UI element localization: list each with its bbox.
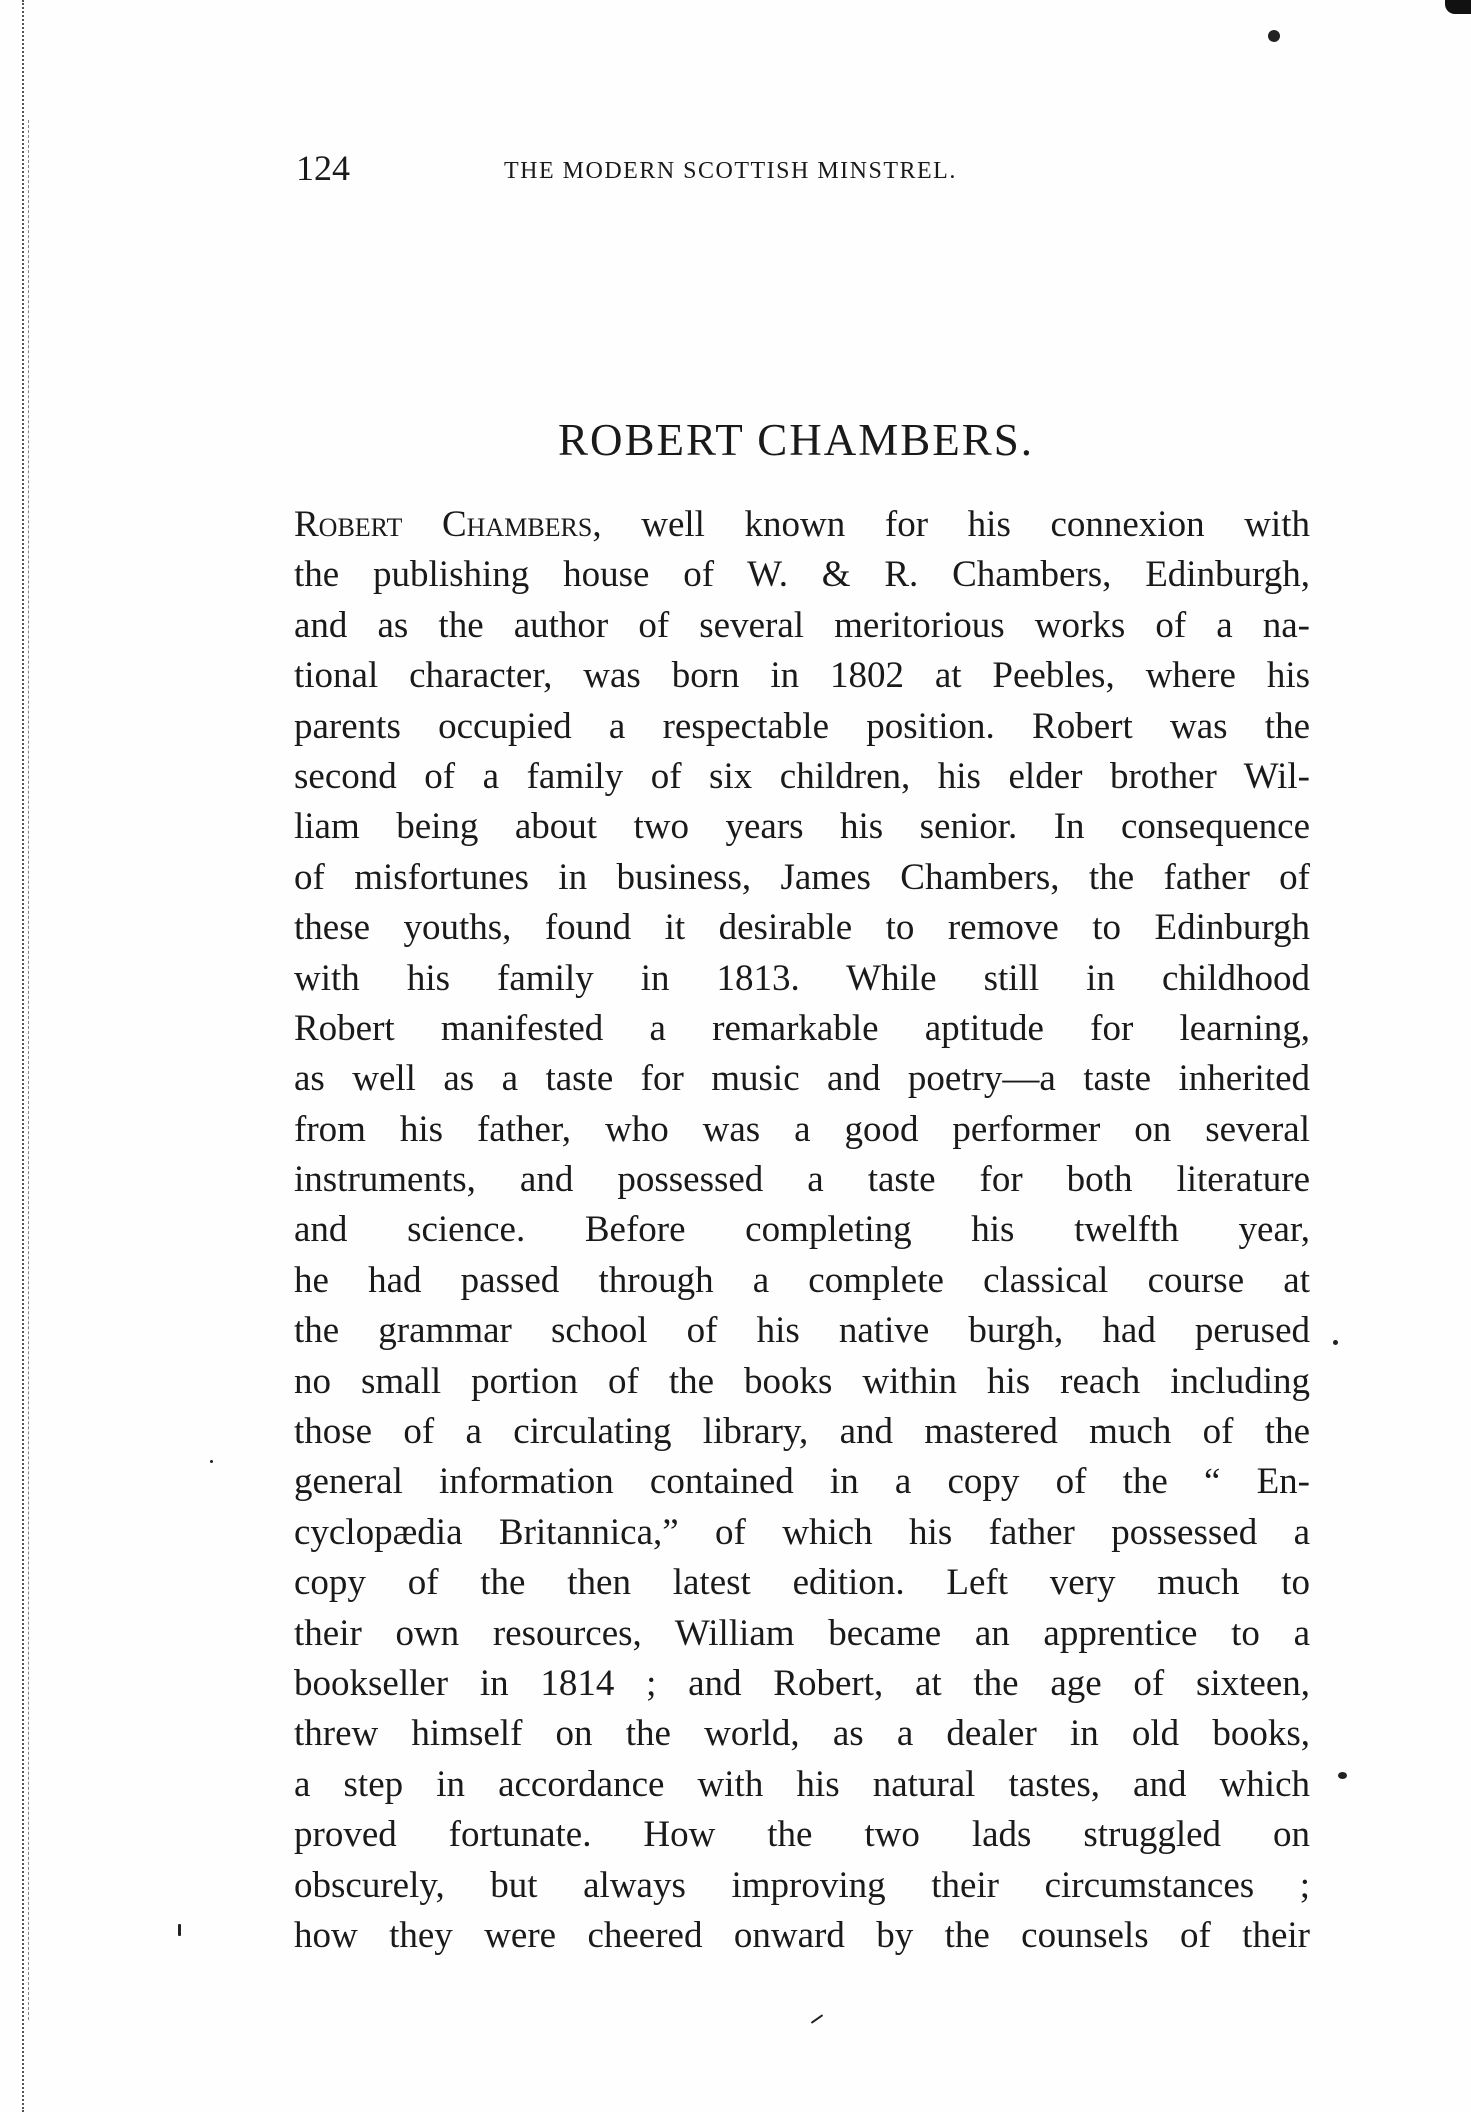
text-line: their own resources, William became an apprentice to a [294, 1612, 1310, 1654]
ink-speck [1333, 1340, 1338, 1345]
running-head: THE MODERN SCOTTISH MINSTREL. [504, 158, 957, 184]
text-line: obscurely, but always improving their circumstances ; [294, 1864, 1310, 1906]
page-header [296, 148, 1136, 192]
lead-small-caps: Robert Chambers, [294, 504, 602, 545]
chapter-title: ROBERT CHAMBERS. [557, 415, 1035, 465]
text-line [294, 500, 1310, 550]
corner-ink-mark [1445, 0, 1471, 14]
text-line: general information contained in a copy of the “ En- [294, 1461, 1310, 1503]
text-line: from his father, who was a good performer on several [294, 1108, 1310, 1150]
text-line: tional character, was born in 1802 at Peebles, where his [294, 655, 1310, 697]
text-line: liam being about two years his senior. In consequence [294, 806, 1310, 848]
text-line: and as the author of several meritorious works of a na- [294, 604, 1310, 646]
ink-speck [1338, 1772, 1347, 1779]
text-line: proved fortunate. How the two lads struggled on [294, 1814, 1310, 1856]
text-line: those of a circulating library, and mastered much of the [294, 1411, 1310, 1453]
text-line: as well as a taste for music and poetry—a taste inherited [294, 1058, 1310, 1100]
text-line: these youths, found it desirable to remove to Edinburgh [294, 907, 1310, 949]
text-line-rest: well known for his connexion with [601, 504, 1310, 545]
text-line: how they were cheered onward by the counsels of their [294, 1914, 1310, 1956]
text-line: no small portion of the books within his reach including [294, 1360, 1310, 1402]
text-line: Robert manifested a remarkable aptitude for learning, [294, 1007, 1310, 1049]
text-line: a step in accordance with his natural tastes, and which [294, 1763, 1310, 1805]
text-line: and science. Before completing his twelfth year, [294, 1209, 1310, 1251]
ink-speck [210, 1460, 213, 1463]
text-line: the publishing house of W. & R. Chambers, Edinburgh, [294, 554, 1310, 596]
body-text [294, 500, 1310, 1961]
text-line: he had passed through a complete classical course at [294, 1259, 1310, 1301]
text-line: the grammar school of his native burgh, had perused [294, 1310, 1310, 1352]
text-line: second of a family of six children, his elder brother Wil- [294, 755, 1310, 797]
text-line: threw himself on the world, as a dealer in old books, [294, 1713, 1310, 1755]
text-line: cyclopædia Britannica,” of which his father possessed a [294, 1511, 1310, 1553]
text-line: parents occupied a respectable position. Robert was the [294, 705, 1310, 747]
text-line: of misfortunes in business, James Chambers, the father of [294, 856, 1310, 898]
text-line: with his family in 1813. While still in childhood [294, 957, 1310, 999]
ink-speck [811, 2014, 824, 2024]
text-line: instruments, and possessed a taste for both literature [294, 1159, 1310, 1201]
text-line: bookseller in 1814 ; and Robert, at the age of sixteen, [294, 1662, 1310, 1704]
ink-speck [178, 1924, 181, 1936]
page-number: 124 [296, 148, 350, 188]
ink-speck [1268, 30, 1280, 42]
text-line: copy of the then latest edition. Left very much to [294, 1562, 1310, 1604]
binding-shadow [28, 120, 31, 2020]
